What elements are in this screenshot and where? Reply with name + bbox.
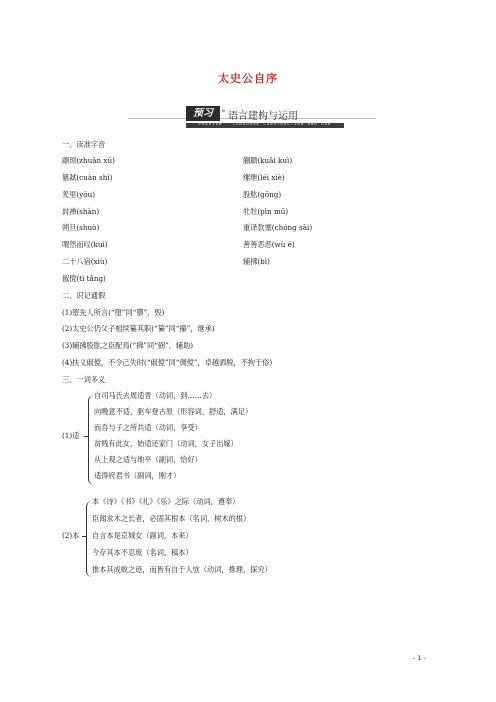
section-heading: 一、读准字音 (62, 140, 106, 149)
polysemy-item: 从上观之适与地平（副词，恰好） (94, 455, 202, 464)
polysemy-item: 向晚意不适，驱车登古原（形容词，舒适，满足） (94, 407, 253, 416)
section-heading: 三、一词多义 (62, 375, 106, 384)
polysemy-label: (2)本 (62, 531, 80, 540)
pronunciation-item: 缧绁(léi xiè) (243, 173, 285, 182)
tongjia-item: (3)辅拂股肱之臣配焉(“拂”同“弼”，辅助) (62, 341, 194, 350)
pronunciation-item: 股肱(gōng) (243, 190, 282, 199)
pronunciation-item: 喟然而叹(kuì) (62, 240, 108, 249)
polysemy-item: 而吾与子之所共适（动词，享受） (94, 423, 202, 432)
brace-point (84, 436, 88, 437)
banner-subtitle: 语言建构与运用 (228, 111, 298, 122)
polysemy-item: 推本其成败之迹，而皆有自于人欤（动词，推理，探究） (92, 565, 272, 574)
polysemy-item: 本《诗》《书》《礼》《乐》之际（动词，遵奉） (92, 497, 240, 506)
tongjia-item: (1)堕先人所言(“堕”同“隳”，毁) (62, 308, 165, 317)
section-heading: 二、识记通假 (62, 291, 106, 300)
pronunciation-item: 朔旦(shuò) (62, 223, 100, 232)
banner-arrow-icon: » (221, 107, 226, 115)
tongjia-item: (2)太史公仍父子相续纂其职(“纂”同“攥”，继承) (62, 324, 215, 333)
polysemy-label: (1)适 (62, 431, 80, 440)
page-title: 太史公自序 (218, 72, 278, 85)
brace-point (82, 536, 86, 537)
pronunciation-item: 俶傥(tì tǎng) (62, 274, 106, 283)
pronunciation-item: 重译款塞(chóng sāi) (243, 223, 313, 232)
pronunciation-item: 蒯聩(kuǎi kuì) (243, 156, 293, 165)
pronunciation-item: 辅拂(bì) (243, 257, 270, 266)
pronunciation-item: 二十八宿(xiù) (62, 257, 108, 266)
polysemy-item: 贫贱有此女，始适还家门（动词，女子出嫁） (94, 439, 238, 448)
pronunciation-item: 封禅(shàn) (62, 207, 100, 216)
pronunciation-item: 篡弑(cuàn shì) (62, 173, 113, 182)
polysemy-item: 今存其本不忍废（名词，稿本） (92, 548, 193, 557)
polysemy-item: 臣闻求木之长者，必固其根本（名词，树木的根） (92, 514, 251, 523)
pronunciation-item: 羑里(yǒu) (62, 190, 96, 199)
polysemy-item: 自言本是京城女（副词，本来） (92, 531, 193, 540)
pronunciation-item: 善善恶恶(wù è) (243, 240, 295, 249)
pronunciation-item: 颛顼(zhuān xū) (62, 156, 115, 165)
banner-strip-text: PREVIEW · LANGUAGE CONSTRUCTION AND USE (198, 121, 332, 126)
page-number: - 1 - (413, 654, 426, 662)
polysemy-item: 适得府君书（副词，刚才） (94, 471, 181, 480)
banner-keyword: 预习 (193, 108, 213, 119)
polysemy-item: 自司马氏去周适晋（动词，到……去） (94, 391, 217, 400)
pronunciation-item: 牝牡(pìn mǔ) (243, 207, 289, 216)
tongjia-item: (4)扶义俶傥，不令己失时(“俶傥”同“倜傥”，卓越洒脱，不拘于俗) (62, 358, 273, 367)
